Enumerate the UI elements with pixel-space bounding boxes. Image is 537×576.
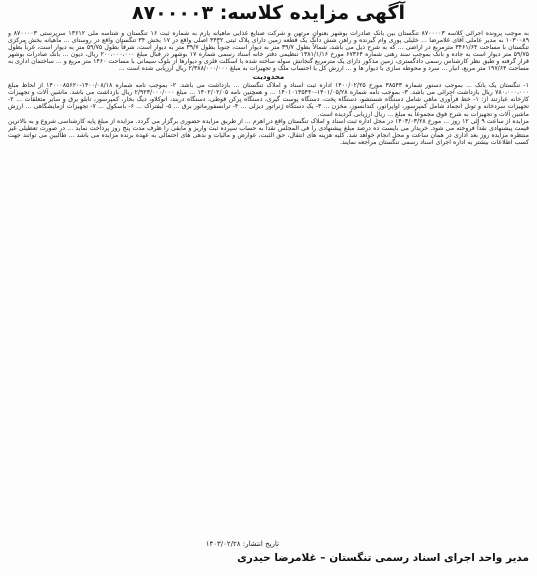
notice-paragraph-conditions: مزایده از ساعت ۹ الی ۱۲ روز ... مورخ ۱۴۰۳/۰۳/۲۸ در محل اداره ثبت اسناد و املاک تنگستان واقع در اهرم ... از طریق مزایده حضوری برگزار می گردد. مزایده از مبلغ پایه کارشناسی شروع و به بالاترین قیمت پیشنهادی نقداً فروخته می شود. خریدار می بایست ده درصد مبلغ پیشنهادی را فی المجلس نقداً به حساب سپرده ثبت واریز و مابقی را ظرف مدت پنج روز پرداخت نماید ... در صورت تعطیلی غیر منتظره مزایده روز بعد اداری در همان ساعت و محل انجام خواهد شد. کلیه هزینه های انتقال، حق الثبت، عوارض و مالیات و بدهی های احتمالی به عهده برنده مزایده می باشد ... طالبین می توانند جهت کسب اطلاعات بیشتر به اداره اجرای اسناد رسمی تنگستان مراجعه نمایند.: [8, 117, 529, 146]
notice-header: [0, 0, 537, 26]
notice-paragraph-property: به موجب پرونده اجرائی کلاسه ۸۷۰۰۰۰۳ تنگستان بین بانک صادرات بوشهر بعنوان مرتهن و شرکت صنایع غذایی ماهیانه پارم به شماره ثبت ۱۶ تنگستان و شناسه ملی ۱۳۶۱۲ سرپرستی ۸۷۰۰۰۰۳ و ۱۰۳۰۰۸۹ به مدیر عاملی آقای غلامرضا ... خلیلی پوری وام گیرنده و راهن شش دانگ یک قطعه زمین دارای پلاک ثبتی ۳۴۳۲ اصلی واقع در ۱۷ بخش ۳۴ تنگستان واقع در روستای ... ماهیانه بخش مرکزی تنگستان با مساحت ۳۴۶۱/۶۴ مترمربع در اراضی ... که به شرح ذیل می باشد، شمالاً بطول ۳۹/۷ متر به دیوار است، جنوباً بطول ۳۹/۷ متر به دیوار است، شرقاً بطول ۵۹/۷۵ متر به دیوار است، غرباً بطول ۵۹/۷۵ متر دیوار است به جاده و بانک بموجب سند رهنی شماره ۶۷۳۶۴ مورخ ۱۳۸۱/۱/۱۶ تنظیمی دفتر خانه اسناد رسمی شماره ۱۷ بوشهر در قبال مبلغ ۲۰۰،۰۰۰،۰۰۰ ریال، دیون ... بانک صادرات بوشهر قرار گرفته و طبق نظر کارشناس رسمی دادگستری، زمین مذکور دارای یک مترمربع گنجانش سوله ساخته شده با اسکلت فلزی و دیوارها از بلوک سیمانی با مساحت ۱۴۶۰ متر مربع و ... ساختمان اداری به مساحت ۱۹۷/۶۴ متر مربع، انبار ... سرد و محوطه سازی با دیوار ها و ... ارزش کل با احتساب ملک و تجهیزات به مبلغ ۲/۳۸۸/۰۰۰/۰۰۰ ریال ارزیابی شده است ...: [8, 30, 529, 73]
notice-title: آگهی مزایده کلاسه: ۸۷۰۰۰۰۳: [131, 2, 406, 24]
notice-footer: [8, 540, 529, 574]
publication-date: تاریخ انتشار: ۱۴۰۳/۰۲/۲۸: [205, 540, 279, 548]
section-heading-restrictions: محدودیت: [252, 73, 285, 82]
notice-body: [8, 30, 529, 540]
notice-paragraph-restrictions: ۱- تنگستان یک بانک ... بموجب دستور شماره ۳۸۵۴۳ مورخ ۱۴۰۰/۰۲/۲۵ اداره ثبت اسناد و املاک تنگستان ... بازداشت می باشد. ۲- بموجب نامه شماره ۱۴۰۰/۰۸/۱۸-۱۴۰۰۰۸۵۶۲۰ از لحاظ مبلغ ۷۸۰،۰۰۰،۰۰۰ ریال بازداشت اجرائی می باشد. ۳- بموجب نامه شماره ۱۴۰۱/۰۵/۲۸-۱۴۰۱۰۱۳۵۴۴۰ ... و همچنین نامه ۱۴۰۲/۰۲/۰۵ ... مبلغ ۲/۹۲۳/۰۰۰/۰۰۰ ریال بازداشت می باشد. ماشین آلات و تجهیزات کارخانه عبارتند از: ۱- خط فرآوری ماهی شامل دستگاه شستشو، دستگاه پخت، دستگاه پوست گیری، دستگاه پرکن قوطی، دستگاه دربند، اتوکلاو، دیگ بخار، کمپرسور، تابلو برق و سایر متعلقات ... ۲- تجهیزات سردخانه و تونل انجماد شامل کمپرسور، اواپراتور، کندانسور، مخزن ... ۳- یک دستگاه ژنراتور دیزلی ... ۴- ترانسفورماتور برق ... ۵- لیفتراک ... ۶- باسکول ... ۷- تجهیزات آزمایشگاهی ... ارزش ماشین آلات و تجهیزات به شرح فوق مجموعاً به مبلغ ... ریال ارزیابی گردیده است.: [8, 82, 529, 118]
signature-line: مدیر واحد اجرای اسناد رسمی تنگستان – غلامرضا حیدری: [237, 552, 529, 564]
